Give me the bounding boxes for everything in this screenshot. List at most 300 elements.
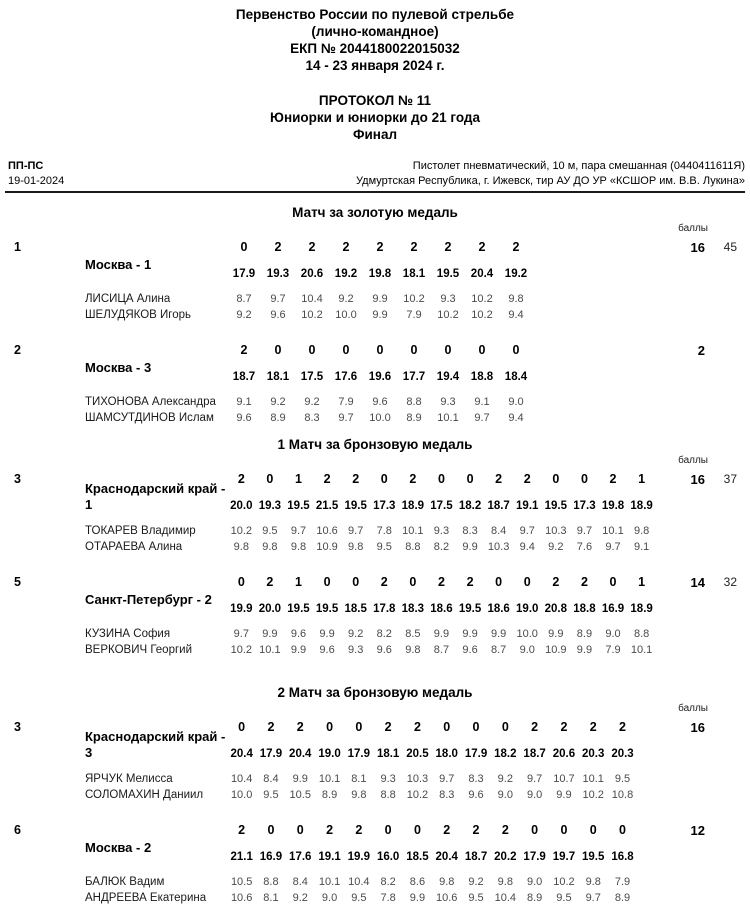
shot-cell: 8.4 — [490, 525, 507, 537]
shot-cell: 9.5 — [468, 892, 484, 904]
shot-cell: 10.4 — [348, 876, 370, 888]
shot-cells — [227, 292, 533, 306]
series-cell: 18.2 — [458, 500, 482, 512]
points-cell: 0 — [240, 240, 248, 254]
shot-cell: 7.9 — [406, 309, 422, 321]
shot-cell: 8.6 — [409, 876, 426, 888]
points-cell: 2 — [466, 575, 474, 589]
team-total-points: 16 — [690, 720, 705, 735]
series-cell: 18.5 — [344, 603, 367, 615]
points-cell: 2 — [352, 472, 360, 486]
team-rank: 1 — [14, 240, 21, 254]
series-cell: 20.8 — [544, 603, 568, 615]
series-cell: 20.4 — [470, 268, 494, 280]
shot-cells — [227, 627, 656, 641]
shot-cell: 8.3 — [304, 412, 320, 424]
team-rank: 3 — [14, 472, 21, 486]
shot-cell: 7.8 — [380, 892, 396, 904]
shot-cells — [227, 875, 637, 889]
shot-cell: 8.8 — [633, 628, 650, 640]
shot-cell: 9.6 — [236, 412, 252, 424]
series-cell: 19.0 — [318, 748, 341, 760]
series-cells — [227, 602, 656, 616]
points-cell: 2 — [512, 240, 520, 254]
shot-cell: 9.2 — [236, 309, 252, 321]
shot-cell: 8.9 — [406, 412, 422, 424]
player-row — [0, 627, 750, 643]
shot-cell: 9.9 — [433, 628, 450, 640]
series-cell: 17.6 — [289, 851, 312, 863]
series-cell: 19.3 — [266, 268, 290, 280]
shot-cell: 9.9 — [262, 628, 278, 640]
player-name: ЯРЧУК Мелисса — [85, 773, 173, 785]
info-bar — [5, 159, 745, 193]
player-name: БАЛЮК Вадим — [85, 876, 165, 888]
shot-cell: 9.5 — [263, 789, 279, 801]
team-block — [0, 720, 750, 804]
points-cell: 0 — [444, 343, 452, 357]
points-cell: 0 — [560, 823, 568, 837]
shot-cell: 9.2 — [304, 396, 320, 408]
shot-cell: 9.2 — [348, 628, 364, 640]
player-row — [0, 308, 750, 324]
series-cell: 18.8 — [470, 371, 494, 383]
points-cell: 2 — [240, 343, 248, 357]
stage-name: Финал — [352, 127, 398, 142]
points-cell: 2 — [296, 720, 304, 734]
shot-cell: 10.0 — [516, 628, 538, 640]
series-cell: 20.6 — [552, 748, 576, 760]
team-name: Санкт-Петербург - 2 — [85, 592, 212, 607]
shot-cell: 9.0 — [526, 789, 543, 801]
shot-cell: 9.4 — [508, 309, 524, 321]
shot-cell: 10.0 — [369, 412, 391, 424]
team-rank: 3 — [14, 720, 21, 734]
series-cell: 19.2 — [334, 268, 358, 280]
shot-cell: 7.8 — [376, 525, 392, 537]
series-cell: 18.2 — [494, 748, 517, 760]
series-cells — [227, 370, 533, 384]
series-cell: 18.9 — [630, 500, 653, 512]
series-cell: 19.8 — [601, 500, 625, 512]
shot-cell: 8.2 — [380, 876, 396, 888]
series-cell: 20.4 — [435, 851, 458, 863]
team-block — [0, 240, 750, 324]
points-cell: 0 — [609, 575, 617, 589]
points-cell: 2 — [376, 240, 384, 254]
series-cell: 16.9 — [601, 603, 625, 615]
shot-cell: 9.2 — [270, 396, 286, 408]
team-name: Москва - 1 — [85, 257, 152, 272]
points-cell: 0 — [495, 575, 503, 589]
shot-cell: 10.2 — [403, 293, 425, 305]
points-cell: 0 — [266, 472, 274, 486]
series-cell: 19.4 — [436, 371, 460, 383]
points-cell: 2 — [609, 472, 617, 486]
shot-cell: 8.9 — [321, 789, 338, 801]
team-rank: 2 — [14, 343, 21, 357]
shot-cell: 9.2 — [338, 293, 354, 305]
age-category: Юниорки и юниорки до 21 года — [270, 110, 480, 125]
shot-cell: 10.3 — [545, 525, 567, 537]
match-title: 2 Матч за бронзовую медаль — [277, 685, 473, 700]
team-rank: 6 — [14, 823, 21, 837]
shot-cell: 10.1 — [259, 644, 281, 656]
series-cell: 18.1 — [402, 268, 426, 280]
points-cell: 0 — [619, 823, 626, 837]
shot-cell: 9.8 — [497, 876, 513, 888]
series-cell: 19.5 — [544, 500, 568, 512]
shot-cell: 9.0 — [519, 644, 535, 656]
points-cell: 0 — [531, 823, 539, 837]
ekp-number: ЕКП № 2044180022015032 — [290, 41, 460, 56]
points-cell: 2 — [308, 240, 316, 254]
points-cell: 0 — [323, 575, 331, 589]
shot-cell: 10.1 — [437, 412, 459, 424]
series-cell: 19.9 — [230, 603, 253, 615]
player-row — [0, 643, 750, 659]
series-cell: 17.9 — [523, 851, 546, 863]
points-cell: 2 — [384, 720, 392, 734]
shot-cell: 9.9 — [462, 541, 478, 553]
shot-cell: 9.3 — [440, 293, 456, 305]
shot-cell: 9.5 — [262, 525, 278, 537]
points-cell: 2 — [552, 575, 560, 589]
series-cell: 19.2 — [504, 268, 528, 280]
match-section — [0, 437, 750, 659]
points-cell: 2 — [266, 575, 274, 589]
shot-cell: 8.7 — [433, 644, 450, 656]
shot-cell: 8.9 — [526, 892, 543, 904]
shot-cell: 10.6 — [316, 525, 338, 537]
points-cell: 0 — [376, 343, 384, 357]
team-name: Краснодарский край - 3 — [85, 729, 226, 760]
series-cell: 19.3 — [258, 500, 282, 512]
series-cell: 16.8 — [611, 851, 634, 863]
shot-cell: 10.4 — [301, 293, 323, 305]
player-name: ТИХОНОВА Александра — [85, 396, 216, 408]
shot-cell: 9.9 — [490, 628, 507, 640]
points-cell: 0 — [443, 720, 451, 734]
points-cells — [227, 823, 637, 838]
series-cell: 18.4 — [504, 371, 528, 383]
shot-cell: 8.3 — [468, 773, 484, 785]
player-name: КУЗИНА София — [85, 628, 171, 640]
points-cell: 0 — [352, 575, 360, 589]
points-cell: 0 — [552, 472, 560, 486]
series-cell: 18.9 — [401, 500, 425, 512]
shot-cell: 10.1 — [318, 876, 341, 888]
points-cell: 0 — [409, 575, 417, 589]
shot-cell: 9.3 — [380, 773, 396, 785]
shot-cell: 9.3 — [433, 525, 450, 537]
match-section — [0, 205, 750, 427]
shot-cell: 9.6 — [372, 396, 388, 408]
points-cell: 0 — [326, 720, 334, 734]
series-cell: 18.7 — [464, 851, 488, 863]
shot-cell: 9.9 — [556, 789, 572, 801]
points-cells — [227, 575, 656, 590]
shot-cells — [227, 788, 637, 802]
series-cell: 21.1 — [230, 851, 253, 863]
shot-cell: 10.2 — [230, 525, 252, 537]
shot-cell: 9.7 — [270, 293, 286, 305]
shot-cells — [227, 643, 656, 657]
series-cell: 20.3 — [582, 748, 605, 760]
points-cell: 0 — [380, 472, 388, 486]
points-cell: 2 — [323, 472, 331, 486]
points-cell: 0 — [274, 343, 282, 357]
shot-cell: 9.5 — [376, 541, 392, 553]
team-extra-score: 37 — [723, 472, 737, 486]
series-cell: 18.7 — [232, 371, 256, 383]
shot-cell: 10.2 — [301, 309, 323, 321]
shot-cell: 8.2 — [433, 541, 450, 553]
shot-cell: 9.1 — [633, 541, 650, 553]
series-cell: 16.0 — [376, 851, 400, 863]
points-cell: 2 — [443, 823, 451, 837]
series-cell: 20.3 — [611, 748, 634, 760]
series-cell: 19.5 — [287, 500, 310, 512]
shot-cell: 8.8 — [380, 789, 396, 801]
series-cell: 20.6 — [300, 268, 324, 280]
shot-cell: 9.7 — [519, 525, 535, 537]
points-cell: 1 — [295, 472, 302, 486]
series-cell: 18.6 — [487, 603, 510, 615]
shot-cell: 9.7 — [290, 525, 307, 537]
shot-cells — [227, 772, 637, 786]
team-extra-score: 45 — [723, 240, 737, 254]
shot-cell: 8.5 — [405, 628, 421, 640]
shot-cell: 9.7 — [605, 541, 621, 553]
team-total-points: 14 — [690, 575, 705, 590]
series-cell: 20.0 — [230, 500, 253, 512]
series-cell: 17.9 — [347, 748, 371, 760]
points-cell: 0 — [342, 343, 350, 357]
points-cell: 1 — [295, 575, 302, 589]
series-cell: 18.1 — [266, 371, 290, 383]
team-block — [0, 472, 750, 556]
shot-cell: 10.1 — [318, 773, 341, 785]
points-cell: 2 — [342, 240, 350, 254]
series-cell: 19.1 — [318, 851, 341, 863]
shot-cell: 9.1 — [474, 396, 490, 408]
series-cell: 20.2 — [494, 851, 517, 863]
series-cell: 18.0 — [435, 748, 458, 760]
points-column-label: баллы — [678, 455, 708, 466]
points-cell: 0 — [478, 343, 486, 357]
shot-cell: 8.8 — [406, 396, 422, 408]
player-name: СОЛОМАХИН Даниил — [85, 789, 204, 801]
team-name: Москва - 3 — [85, 360, 152, 375]
player-row — [0, 788, 750, 804]
series-cells — [227, 267, 533, 281]
shot-cell: 10.8 — [611, 789, 634, 801]
points-cell: 0 — [237, 575, 245, 589]
team-total-points: 12 — [690, 823, 705, 838]
series-cell: 16.9 — [259, 851, 283, 863]
shot-cell: 9.6 — [468, 789, 484, 801]
points-cell: 0 — [466, 472, 474, 486]
series-cell: 19.0 — [516, 603, 539, 615]
discipline-name: Пистолет пневматический, 10 м, пара смешанная (0440411611Я) — [412, 160, 745, 172]
points-cell: 2 — [560, 720, 568, 734]
shot-cell: 8.8 — [263, 876, 279, 888]
points-cell: 2 — [580, 575, 588, 589]
player-row — [0, 292, 750, 308]
series-cell: 21.5 — [315, 500, 339, 512]
points-cell: 2 — [478, 240, 486, 254]
player-name: ЛИСИЦА Алина — [85, 293, 171, 305]
shot-cell: 9.8 — [290, 541, 307, 553]
shot-cell: 10.1 — [582, 773, 604, 785]
points-cell: 0 — [410, 343, 418, 357]
shot-cell: 9.4 — [519, 541, 535, 553]
shot-cell: 9.8 — [439, 876, 455, 888]
points-cells — [227, 472, 656, 487]
event-code: ПП-ПС — [8, 160, 44, 172]
shot-cells — [227, 395, 533, 409]
shot-cell: 7.9 — [338, 396, 354, 408]
points-cell: 0 — [580, 472, 588, 486]
points-cell: 2 — [409, 472, 417, 486]
event-date: 19-01-2024 — [8, 175, 65, 187]
competition-dates: 14 - 23 января 2024 г. — [305, 58, 445, 73]
shot-cell: 10.2 — [582, 789, 604, 801]
shot-cell: 9.9 — [292, 773, 308, 785]
points-cell: 0 — [501, 720, 509, 734]
player-row — [0, 540, 750, 556]
shot-cell: 9.4 — [508, 412, 524, 424]
points-cells — [227, 240, 533, 255]
points-cell: 2 — [355, 823, 363, 837]
series-cell: 18.3 — [401, 603, 425, 615]
team-extra-score: 32 — [723, 575, 737, 589]
points-cell: 0 — [355, 720, 363, 734]
series-cell: 18.7 — [487, 500, 510, 512]
shot-cell: 9.9 — [319, 628, 335, 640]
series-cell: 17.7 — [402, 371, 426, 383]
shot-cell: 9.9 — [576, 644, 593, 656]
shot-cell: 8.4 — [263, 773, 279, 785]
shot-cell: 10.1 — [602, 525, 624, 537]
shot-cell: 9.9 — [548, 628, 564, 640]
match-title: 1 Матч за бронзовую медаль — [277, 437, 473, 452]
shot-cell: 9.7 — [233, 628, 249, 640]
shot-cell: 8.9 — [270, 412, 286, 424]
shot-cell: 8.1 — [263, 892, 279, 904]
series-cell: 18.9 — [630, 603, 653, 615]
series-cell: 18.1 — [376, 748, 400, 760]
shot-cell: 10.9 — [545, 644, 567, 656]
shot-cell: 10.3 — [406, 773, 429, 785]
shot-cell: 9.7 — [348, 525, 364, 537]
points-cell: 0 — [512, 343, 520, 357]
shot-cell: 9.0 — [508, 396, 524, 408]
shot-cell: 9.8 — [508, 293, 524, 305]
series-cell: 18.6 — [430, 603, 453, 615]
shot-cells — [227, 891, 637, 905]
info-right — [356, 159, 745, 189]
series-cell: 17.9 — [259, 748, 283, 760]
shot-cell: 9.7 — [526, 773, 543, 785]
points-cell: 2 — [472, 823, 480, 837]
series-cell: 17.5 — [430, 500, 453, 512]
player-row — [0, 772, 750, 788]
shot-cell: 8.2 — [376, 628, 392, 640]
shot-cell: 8.9 — [576, 628, 593, 640]
venue-name: Удмуртская Республика, г. Ижевск, тир АУ ДО УР «КСШОР им. В.В. Лукина» — [356, 175, 745, 187]
series-cell: 19.5 — [287, 603, 310, 615]
series-cell: 20.4 — [289, 748, 312, 760]
shot-cell: 9.9 — [409, 892, 426, 904]
points-cell: 2 — [267, 720, 275, 734]
series-cell: 20.4 — [230, 748, 253, 760]
protocol-number: ПРОТОКОЛ № 11 — [318, 93, 432, 108]
series-cell: 18.7 — [523, 748, 546, 760]
shot-cell: 9.7 — [576, 525, 593, 537]
shot-cell: 9.9 — [372, 309, 388, 321]
series-cell: 19.5 — [315, 603, 339, 615]
protocol-header — [0, 92, 750, 143]
shot-cell: 10.2 — [471, 293, 493, 305]
shot-cell: 9.2 — [292, 892, 308, 904]
points-column-label: баллы — [678, 223, 708, 234]
shot-cell: 10.0 — [230, 789, 253, 801]
player-row — [0, 875, 750, 891]
shot-cell: 9.3 — [348, 644, 364, 656]
points-cell: 2 — [619, 720, 626, 734]
points-cell: 2 — [274, 240, 282, 254]
player-name: ШЕЛУДЯКОВ Игорь — [85, 309, 192, 321]
shot-cell: 9.8 — [348, 541, 364, 553]
shot-cell: 9.6 — [290, 628, 307, 640]
team-rank: 5 — [14, 575, 21, 589]
series-cell: 19.8 — [368, 268, 392, 280]
series-cells — [227, 499, 656, 513]
team-block — [0, 343, 750, 427]
points-cell: 1 — [638, 575, 646, 589]
shot-cell: 9.6 — [270, 309, 286, 321]
shot-cell: 9.5 — [556, 892, 572, 904]
team-total-points: 16 — [690, 472, 705, 487]
series-cell: 18.5 — [406, 851, 429, 863]
shot-cell: 8.1 — [351, 773, 367, 785]
info-left — [5, 159, 64, 189]
series-cell: 20.0 — [258, 603, 282, 615]
points-cells — [227, 720, 637, 735]
competition-title: Первенство России по пулевой стрельбе — [235, 7, 515, 22]
series-cell: 17.3 — [573, 500, 596, 512]
shot-cell: 8.7 — [490, 644, 507, 656]
points-cell: 0 — [589, 823, 597, 837]
points-cell: 0 — [523, 575, 531, 589]
player-name: ШАМСУТДИНОВ Ислам — [85, 412, 214, 424]
shot-cell: 9.5 — [351, 892, 367, 904]
player-name: ВЕРКОВИЧ Георгий — [85, 644, 193, 656]
series-cell: 19.5 — [344, 500, 367, 512]
shot-cell: 9.7 — [338, 412, 354, 424]
shot-cell: 10.1 — [630, 644, 653, 656]
points-cell: 2 — [444, 240, 452, 254]
points-cell: 0 — [437, 472, 445, 486]
shot-cell: 9.2 — [548, 541, 564, 553]
player-name: ТОКАРЕВ Владимир — [85, 525, 196, 537]
points-cell: 0 — [384, 823, 392, 837]
shot-cell: 8.7 — [236, 293, 252, 305]
shot-cell: 10.4 — [230, 773, 253, 785]
points-cell: 2 — [413, 720, 421, 734]
